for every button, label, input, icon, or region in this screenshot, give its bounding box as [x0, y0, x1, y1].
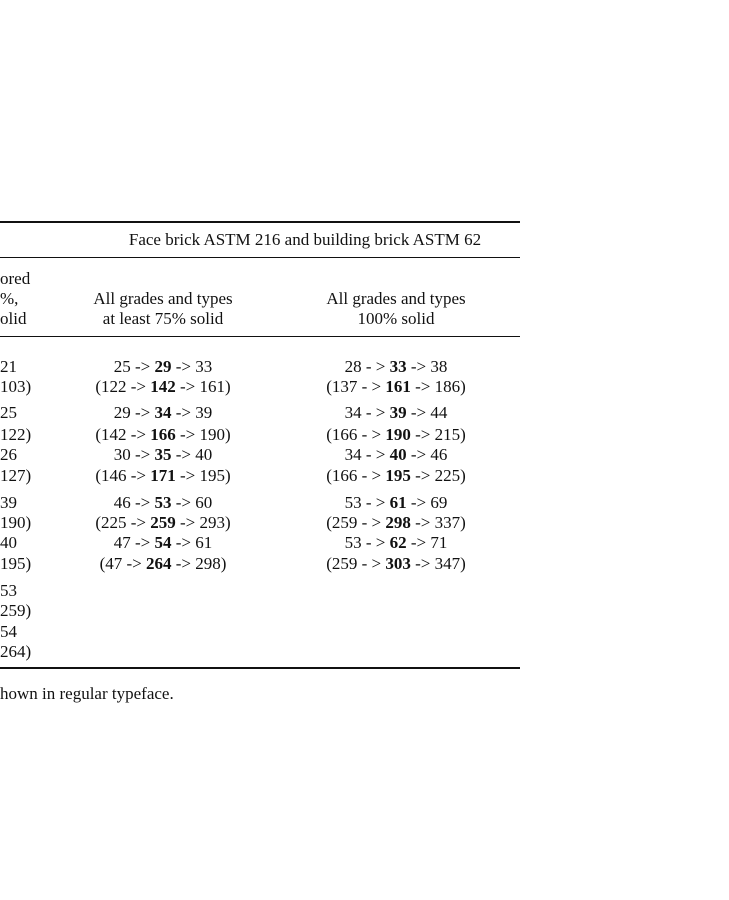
table-cell-75-solid: (225 -> 259 -> 293): [95, 513, 231, 532]
table-cell-75-solid: 46 -> 53 -> 60: [113, 493, 213, 512]
partial-table-cell: 264): [0, 642, 32, 661]
table-cell-75-solid: 29 -> 34 -> 39: [113, 403, 213, 422]
column-header-75-solid: All grades and types: [93, 289, 233, 308]
table-cell-100-solid: (259 - > 298 -> 337): [326, 513, 466, 532]
partial-table-cell: 26: [0, 445, 17, 464]
table-cell-100-solid: (166 - > 190 -> 215): [326, 425, 466, 444]
table-cell-75-solid: (122 -> 142 -> 161): [95, 377, 231, 396]
column-header-rule: [0, 336, 520, 337]
table-cell-100-solid: 34 - > 40 -> 46: [344, 445, 448, 464]
partial-table-cell: 127): [0, 466, 32, 485]
partial-table-cell: 39: [0, 493, 17, 512]
table-cell-100-solid: (137 - > 161 -> 186): [326, 377, 466, 396]
table-cell-75-solid: 30 -> 35 -> 40: [113, 445, 213, 464]
table-cell-75-solid: (47 -> 264 -> 298): [99, 554, 227, 573]
table-cell-100-solid: 34 - > 39 -> 44: [344, 403, 448, 422]
table-cell-75-solid: 25 -> 29 -> 33: [113, 357, 213, 376]
table-cell-100-solid: (259 - > 303 -> 347): [326, 554, 466, 573]
group-header-rule: [0, 257, 520, 258]
column-header-75-solid: at least 75% solid: [102, 309, 224, 328]
partial-table-cell: 195): [0, 554, 32, 573]
partial-table-cell: 103): [0, 377, 32, 396]
partial-table-cell: 40: [0, 533, 17, 552]
footnote: hown in regular typeface.: [0, 684, 174, 703]
table-cell-75-solid: (142 -> 166 -> 190): [95, 425, 231, 444]
table-cell-100-solid: 53 - > 62 -> 71: [344, 533, 448, 552]
partial-column-header-line: olid: [0, 309, 27, 328]
group-title: Face brick ASTM 216 and building brick ASTM 62: [128, 230, 482, 249]
table-cell-75-solid: (146 -> 171 -> 195): [95, 466, 231, 485]
column-header-100-solid: 100% solid: [357, 309, 435, 328]
column-header-100-solid: All grades and types: [326, 289, 466, 308]
partial-table-cell: 25: [0, 403, 17, 422]
table-cell-75-solid: 47 -> 54 -> 61: [113, 533, 213, 552]
partial-column-header-line: %,: [0, 289, 19, 308]
partial-table-cell: 122): [0, 425, 32, 444]
partial-table-cell: 54: [0, 622, 17, 641]
table-cell-100-solid: (166 - > 195 -> 225): [326, 466, 466, 485]
partial-table-cell: 259): [0, 601, 32, 620]
partial-table-cell: 190): [0, 513, 32, 532]
table-cell-100-solid: 28 - > 33 -> 38: [344, 357, 448, 376]
partial-table-cell: 21: [0, 357, 17, 376]
partial-table-cell: 53: [0, 581, 17, 600]
table-top-rule: [0, 221, 520, 223]
partial-column-header-line: ored: [0, 269, 31, 288]
table-bottom-rule: [0, 667, 520, 669]
table-cell-100-solid: 53 - > 61 -> 69: [344, 493, 448, 512]
